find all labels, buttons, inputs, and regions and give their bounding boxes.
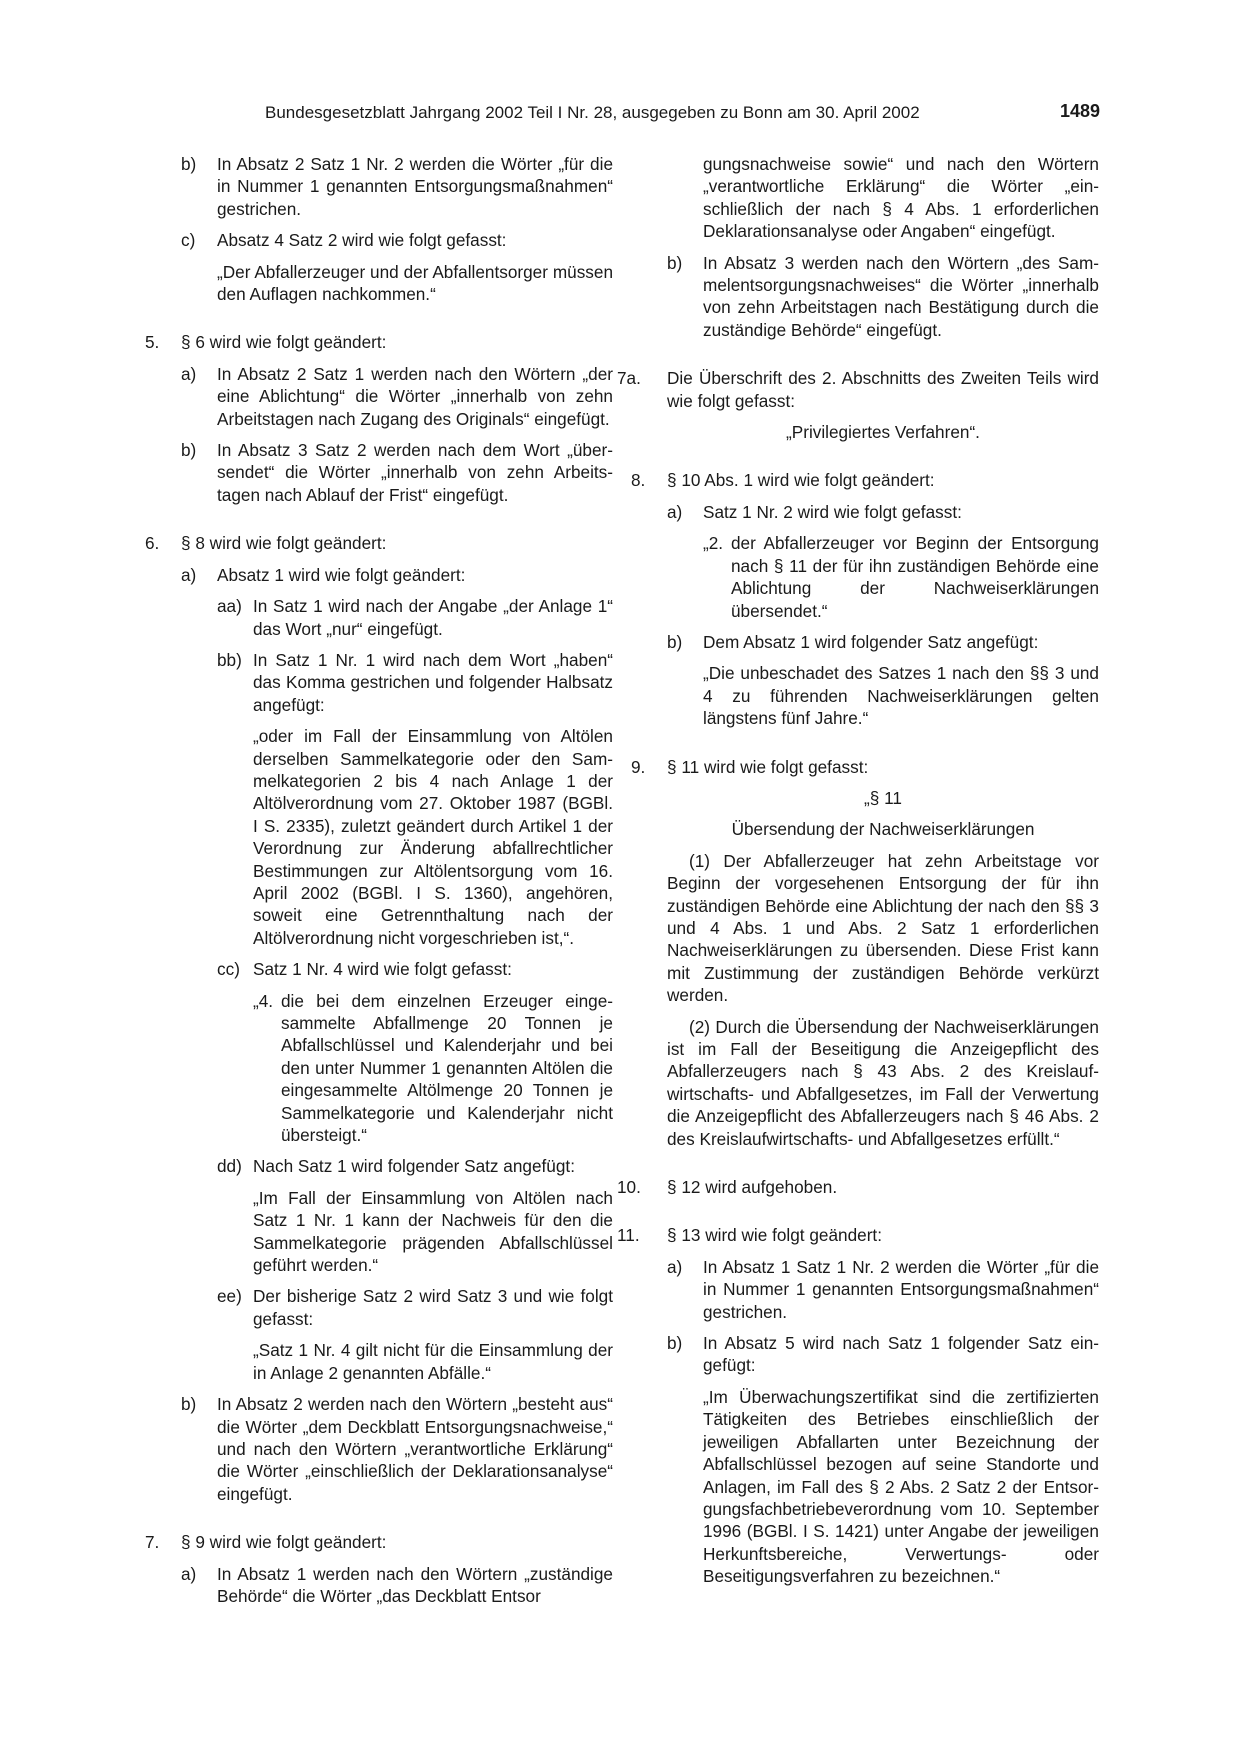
item-10 [617, 1176, 1099, 1198]
item-text: In Absatz 3 werden nach den Wörtern „des Sammelentsorgungsnachweises“ die Wörter „innerhalb von zehn Arbeitstagen nach Bestätigung durch die zuständige Behörde“ eingefügt. [703, 252, 1099, 340]
item-label: b) [667, 252, 683, 273]
item-text: § 13 wird wie folgt geändert: [667, 1225, 882, 1246]
item-label: aa) [217, 596, 242, 617]
item-label: 7a. [617, 368, 641, 389]
item-label: b) [181, 154, 197, 174]
item-6cc [217, 958, 613, 980]
item-text: gungsnachweise sowie“ und nach den Wörtern „verantwortliche Erklärung“ die Wörter „einschließlich der nach § 4 Abs. 1 erforderlichen Deklarationsanalyse oder Angaben“ eingefügt. [703, 154, 1099, 242]
item-11b [667, 1332, 1099, 1377]
item-7-subitems [145, 1563, 613, 1608]
item-6aa [217, 595, 613, 640]
item-5b [181, 439, 613, 506]
item-label: a) [181, 564, 197, 585]
quote-text: die bei dem einzelnen Erzeuger eingesammelte Abfallmenge 20 Tonnen je Abfallschlüssel und Kalenderjahr und bei den unter Nummer 1 genannten Altölen die eingesammelte Altölmenge 20 Tonnen je Sammelkategorie und Kalenderjahr nicht übersteigt.“ [281, 990, 613, 1146]
item-7a [181, 1563, 613, 1608]
item-text: In Absatz 1 werden nach den Wörtern „zuständige Behörde“ die Wörter „das Deckblatt Entsor [217, 1563, 613, 1606]
item-11a [667, 1256, 1099, 1323]
item-7a-section [617, 367, 1099, 412]
item-text: Der bisherige Satz 2 wird Satz 3 und wie folgt gefasst: [253, 1286, 613, 1329]
item-8b [667, 631, 1099, 653]
item-text: In Absatz 2 Satz 1 werden nach den Wörtern „der eine Ablichtung“ die Wörter „innerhalb von zehn Arbeitstagen nach Zugang des Originals“ eingefügt. [217, 363, 613, 429]
item-label: b) [667, 1333, 683, 1354]
quote-text: „Privilegiertes Verfahren“. [786, 422, 980, 443]
item-label: a) [181, 1563, 197, 1584]
item-label: b) [667, 631, 683, 652]
paragraph-heading: Übersendung der Nachweiserklärungen [731, 819, 1035, 840]
item-label: ee) [217, 1286, 242, 1307]
item-6-subitems [145, 564, 613, 1505]
quote-label: „4. [253, 990, 274, 1011]
item-text: Die Überschrift des 2. Abschnitts des Zweiten Teils wird wie folgt gefasst: [667, 368, 1099, 411]
item-11-subitems [631, 1256, 1099, 1588]
item-text: Nach Satz 1 wird folgender Satz angefügt: [253, 1156, 575, 1177]
item-7a-continuation [631, 153, 1099, 243]
item-5-subitems [145, 363, 613, 506]
item-6bb [217, 649, 613, 716]
right-column [617, 153, 1099, 1597]
page-header [145, 100, 1100, 128]
item-text: In Absatz 2 Satz 1 Nr. 2 werden die Wörter „für die in Nummer 1 genannten Entsorgungsmaßnahmen“ gestrichen. [217, 154, 613, 219]
item-text: Satz 1 Nr. 2 wird wie folgt gefasst: [703, 501, 962, 522]
quote-text: „Der Abfallerzeuger und der Abfallentsorger müssen den Auflagen nachkommen.“ [217, 261, 613, 305]
item-text: § 9 wird wie folgt geändert: [181, 1532, 387, 1553]
header-title: Bundesgesetzblatt Jahrgang 2002 Teil I Nr. 28, ausgegeben zu Bonn am 30. April 2002 [265, 103, 920, 122]
item-text: Absatz 1 wird wie folgt geändert: [217, 564, 466, 585]
item-text: In Absatz 2 werden nach den Wörtern „besteht aus“ die Wörter „dem Deckblatt Entsorgungsnachweise,“ und nach den Wörtern „verantwortliche Erklärung“ die Wörter „einschließlich der Deklarationsanalyse“ eingefügt. [217, 1394, 613, 1504]
quote-item-2 [703, 532, 1099, 622]
item-5a [181, 363, 613, 430]
item-label: 5. [145, 332, 160, 353]
quote-block [667, 532, 1099, 622]
section-4-continuation [145, 153, 613, 305]
item-7 [145, 1531, 613, 1553]
item-text: Satz 1 Nr. 4 wird wie folgt gefasst: [253, 959, 512, 980]
item-7b [667, 252, 1099, 342]
quote-text: „Im Überwachungszertifikat sind die zertifizierten Tätigkeiten des Betriebes einschließlich der jeweiligen Abfallarten unter Bezeichnung der Abfallschlüssel bezogen auf seine Standorte und Anlagen, im Fall des § 2 Abs. 2 Satz 2 der Entsorgungsfachbetriebeverordnung vom 10. September 1996 (BGBl. I S. 1421) unter Angabe der jeweiligen Herkunftsbereiche, Verwertungs- oder Beseitigungsverfahren zu bezeichnen.“ [703, 1386, 1099, 1587]
item-11 [617, 1224, 1099, 1246]
item-label: 11. [617, 1225, 640, 1246]
item-4b [181, 153, 613, 220]
item-text: In Satz 1 wird nach der Angabe „der Anlage 1“ das Wort „nur“ eingefügt. [253, 596, 613, 639]
quote-block [217, 990, 613, 1147]
quote-text: „Im Fall der Einsammlung von Altölen nach Satz 1 Nr. 1 kann der Nachweis für den die Sammelkategorie prägenden Abfallschlüssel geführt werden.“ [253, 1187, 613, 1276]
page-number: 1489 [1059, 101, 1100, 121]
item-text: Absatz 4 Satz 2 wird wie folgt gefasst: [217, 230, 507, 251]
item-label: c) [181, 230, 196, 251]
item-text: In Absatz 5 wird nach Satz 1 folgender Satz eingefügt: [703, 1333, 1099, 1376]
item-9-quote [631, 787, 1099, 1150]
quote-text: „oder im Fall der Einsammlung von Altölen derselben Sammelkategorie oder den Sammelkategorien 2 bis 4 nach Anlage 1 der Altölverordnung vom 27. Oktober 1987 (BGBl. I S. 2335), zuletzt geändert durch Artikel 1 der Verordnung zur Änderung abfallrechtlicher Bestimmungen zur Altölentsorgung vom 16. April 2002 (BGBl. I S. 1360), angehören, soweit eine Getrennthaltung nach der Altölverordnung nicht vorgeschrieben ist,“. [253, 726, 613, 948]
quote-text: der Abfallerzeuger vor Beginn der Entsorgung nach § 11 der für ihn zuständigen Behörde eine Ablichtung der Nachweiserklärungen übersendet.“ [731, 533, 1099, 621]
item-text: § 8 wird wie folgt geändert: [181, 533, 387, 554]
item-label: 9. [631, 756, 646, 777]
item-label: a) [667, 1256, 683, 1277]
item-text: In Satz 1 Nr. 1 wird nach dem Wort „haben“ das Komma gestrichen und folgender Halbsatz angefügt: [253, 649, 613, 715]
item-text: § 11 wird wie folgt gefasst: [667, 756, 869, 777]
item-text: In Absatz 1 Satz 1 Nr. 2 werden die Wörter „für die in Nummer 1 genannten Entsorgungsmaßnahmen“ gestrichen. [703, 1256, 1099, 1322]
item-label: b) [181, 440, 197, 461]
item-label: a) [181, 363, 197, 384]
item-label: 7. [145, 1532, 160, 1553]
item-label: 8. [631, 470, 646, 491]
item-8a [667, 501, 1099, 523]
item-7-subitems-cont [631, 252, 1099, 342]
item-8 [631, 469, 1099, 491]
paragraph-2: (2) Durch die Übersendung der Nachweiserklärungen ist im Fall der Beseitigung die Anzeigepflicht des Abfallerzeugers nach § 43 Abs. 2 des Kreislaufwirtschafts- und Abfallgesetzes, im Fall der Verwertung die Anzeigepflicht des Abfallerzeugers nach § 46 Abs. 2 des Kreislaufwirtschafts- und Abfallgesetzes erfüllt.“ [667, 1016, 1099, 1149]
item-6a [181, 564, 613, 586]
quote-label: „2. [703, 533, 724, 554]
paragraph-number: „§ 11 [864, 787, 902, 808]
item-label: 6. [145, 533, 160, 554]
paragraph-1: (1) Der Abfallerzeuger hat zehn Arbeitstage vor Beginn der vorgesehenen Entsorgung der für ihn zuständigen Behörde eine Ablichtung der nach den §§ 3 und 4 Abs. 1 und Abs. 2 Satz 1 erforderlichen Nachweiserklärungen zu übersenden. Diese Frist kann mit Zustimmung der zuständigen Behörde verkürzt werden. [667, 850, 1099, 1006]
quote-text: „Die unbeschadet des Satzes 1 nach den §§ 3 und 4 zu führenden Nachweiserklärungen gelten längstens fünf Jahre.“ [703, 663, 1099, 729]
item-label: a) [667, 501, 683, 522]
item-5 [145, 331, 613, 353]
quote-item-4 [253, 990, 613, 1147]
item-text: Dem Absatz 1 wird folgender Satz angefügt: [703, 631, 1039, 652]
item-8-subitems [631, 501, 1099, 730]
item-6ee [217, 1285, 613, 1330]
item-6b [181, 1393, 613, 1505]
item-text: § 6 wird wie folgt geändert: [181, 332, 387, 353]
item-text: § 10 Abs. 1 wird wie folgt geändert: [667, 470, 935, 491]
item-text: In Absatz 3 Satz 2 werden nach dem Wort „übersendet“ die Wörter „innerhalb von zehn Arbeitstagen nach Ablauf der Frist“ eingefügt. [217, 440, 613, 505]
item-6a-subitems [181, 595, 613, 1384]
left-column [145, 153, 613, 1616]
item-label: bb) [217, 649, 242, 670]
quote-text: „Satz 1 Nr. 4 gilt nicht für die Einsammlung der in Anlage 2 genannten Abfälle.“ [253, 1340, 613, 1383]
item-label: dd) [217, 1156, 242, 1177]
item-6 [145, 532, 613, 554]
item-label: cc) [217, 959, 240, 980]
item-9 [631, 756, 1099, 778]
item-text: § 12 wird aufgehoben. [667, 1177, 838, 1198]
item-label: 10. [617, 1177, 641, 1198]
item-6dd [217, 1155, 613, 1177]
item-4c [181, 229, 613, 251]
item-label: b) [181, 1394, 197, 1415]
